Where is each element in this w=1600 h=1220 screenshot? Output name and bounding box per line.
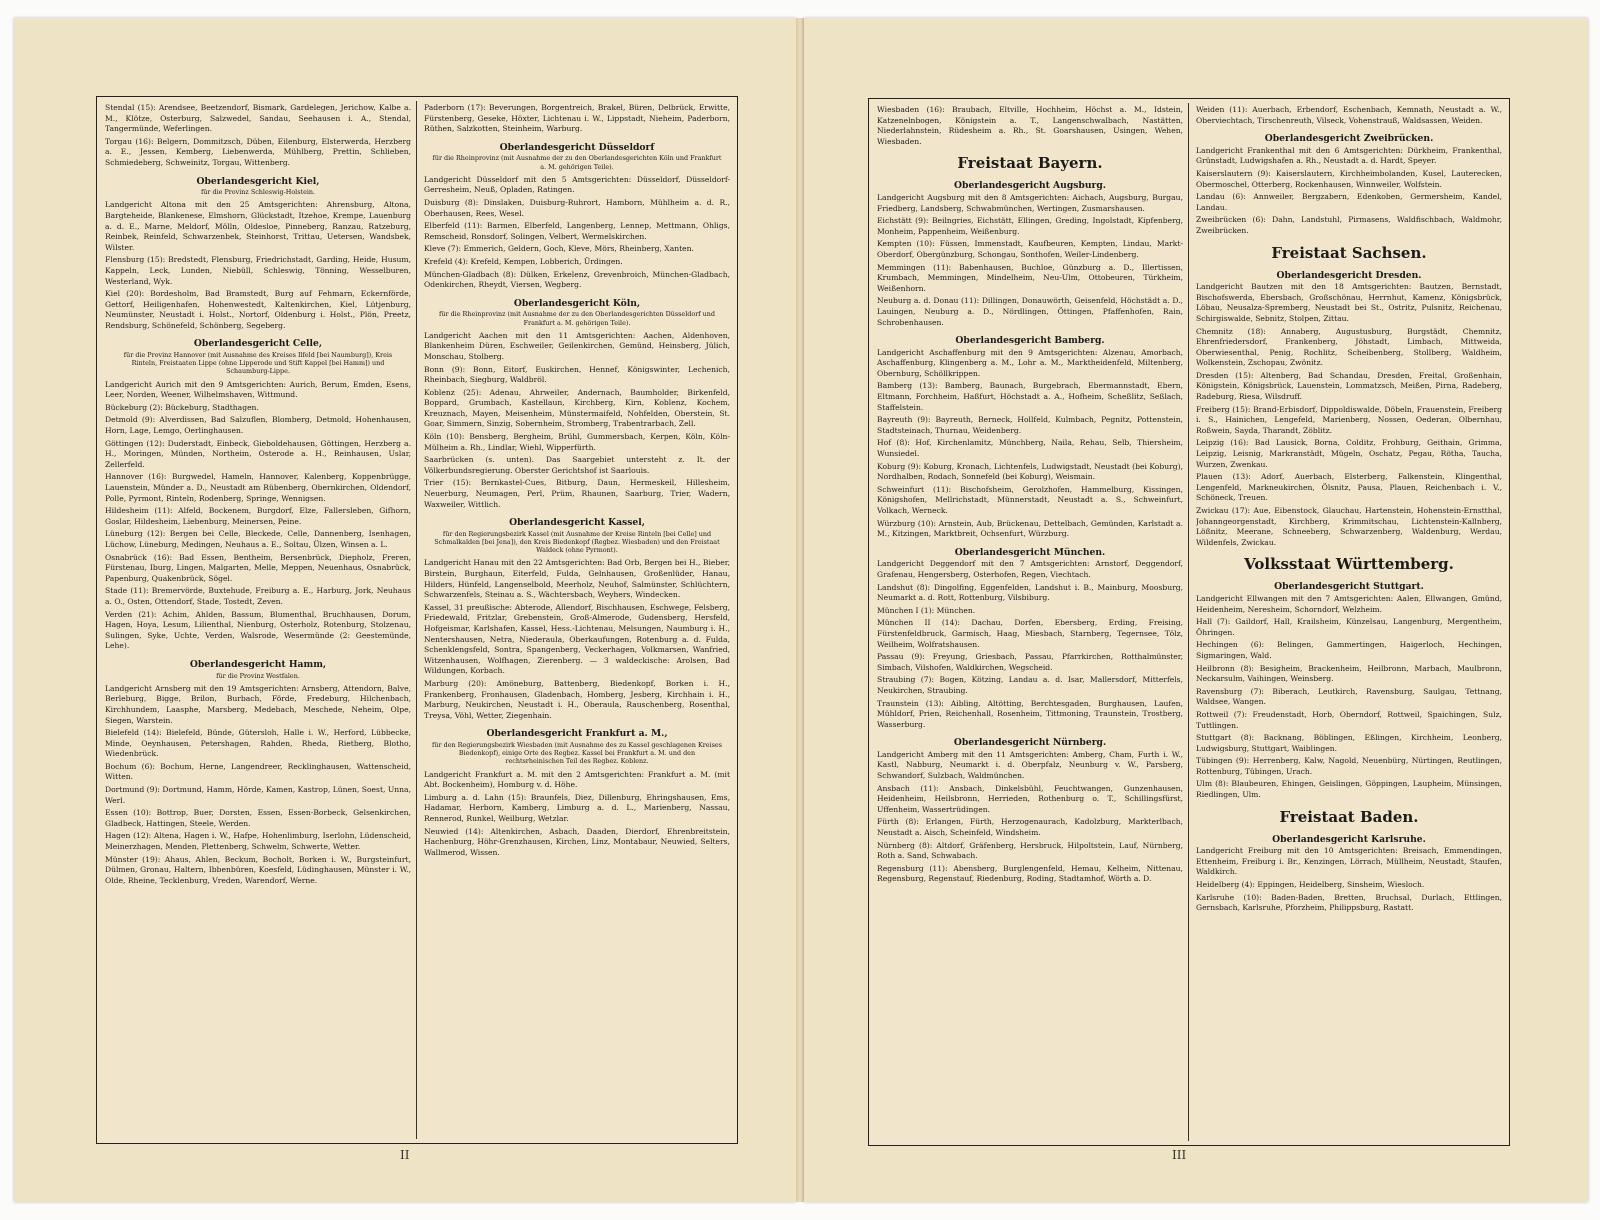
court-entry: Kaiserslautern (9): Kaiserslautern, Kirchheimbolanden, Kusel, Lauterecken, Obermoschel, Otterberg, Rockenhausen, Winnweiler, Wolfstein. (1196, 168, 1502, 189)
court-entry: Detmold (9): Alverdissen, Bad Salzuflen, Blomberg, Detmold, Hohenhausen, Horn, Lage, Lemgo, Oerlinghausen. (105, 415, 411, 436)
jurisdiction-note: für die Rheinprovinz (mit Ausnahme der zu den Oberlandesgerichten Köln und Frankfurt a. M. gehörigen Teile). (432, 154, 722, 171)
court-entry: Paderborn (17): Beverungen, Borgentreich, Brakel, Büren, Delbrück, Erwitte, Fürstenberg, Geseke, Höxter, Lichtenau i. W., Lippstadt, Nieheim, Paderborn, Rüthen, Salzkotten, Steinheim, Warburg. (424, 103, 730, 134)
court-entry: Hannover (16): Burgwedel, Hameln, Hannover, Kalenberg, Koppenbrügge, Lauenstein, Münder a. D., Neustadt am Rübenberg, Obernkirchen, Oldendorf, Polle, Pyrmont, Rinteln, Rodenberg, Springe, Wennigsen. (105, 472, 411, 503)
court-entry: Bochum (6): Bochum, Herne, Langendreer, Recklinghausen, Wattenscheid, Witten. (105, 761, 411, 782)
court-entry: Koblenz (25): Adenau, Ahrweiler, Andernach, Baumholder, Birkenfeld, Boppard, Grumbach, Kastellaun, Kirchberg, Kirn, Koblenz, Kochem, Kreuznach, Mayen, Meisenheim, Münstermaifeld, Nohfelden, Oberstein, St. Goar, Simmern, Sinzig, Sobernheim, Stromberg, Trabentrarbach, Zell. (424, 387, 730, 429)
court-heading: Oberlandesgericht Kiel, (196, 175, 320, 187)
court-entry: Landgericht Düsseldorf mit den 5 Amtsgerichten: Düsseldorf, Düsseldorf-Gerresheim, Neuß, Opladen, Ratingen. (424, 174, 730, 195)
court-entry: Traunstein (13): Aibling, Altötting, Berchtesgaden, Burghausen, Laufen, Mühldorf, Prien, Reichenhall, Rosenheim, Tittmoning, Traunstein, Trostberg, Wasserburg. (877, 698, 1183, 729)
court-entry: Osnabrück (16): Bad Essen, Bentheim, Bersenbrück, Diepholz, Freren, Fürstenau, Iburg, Lingen, Malgarten, Melle, Meppen, Neuenhaus, Osnabrück, Papenburg, Quakenbrück, Sögel. (105, 552, 411, 583)
court-entry: Landgericht Bautzen mit den 18 Amtsgerichten: Bautzen, Bernstadt, Bischofswerda, Ebersbach, Großschönau, Herrnhut, Kamenz, Königsbrück, Löbau, Neusalza-Spremberg, Neustadt bei St., Ostritz, Pulsnitz, Reichenau, Schirgiswalde, Sebnitz, Stolpen, Zittau. (1196, 282, 1502, 323)
court-heading: Oberlandesgericht Karlsruhe. (1272, 833, 1426, 845)
court-entry: Nürnberg (8): Altdorf, Gräfenberg, Hersbruck, Hilpoltstein, Lauf, Nürnberg, Roth a. Sand, Schwabach. (877, 840, 1183, 861)
court-entry: Köln (10): Bensberg, Bergheim, Brühl, Gummersbach, Kerpen, Köln, Köln-Mülheim a. Rh., Lindlar, Wiehl, Wipperfürth. (424, 432, 730, 452)
right-page-column-2 (1196, 105, 1502, 1139)
court-entry: Rottweil (7): Freudenstadt, Horb, Oberndorf, Rottweil, Spaichingen, Sulz, Tuttlingen. (1196, 709, 1502, 730)
court-entry: Fürth (8): Erlangen, Fürth, Herzogenaurach, Kadolzburg, Markterlbach, Neustadt a. Aisch, Scheinfeld, Windsheim. (877, 817, 1183, 838)
right-page (804, 18, 1588, 1202)
jurisdiction-note: für die Provinz Westfalen. (216, 671, 300, 680)
court-entry: Landgericht Aschaffenburg mit den 9 Amtsgerichten: Alzenau, Amorbach, Aschaffenburg, Klingenberg a. M., Lohr a. M., Marktheidenfeld, Miltenberg, Obernburg, Schöllkrippen. (877, 347, 1183, 378)
court-entry: Memmingen (11): Babenhausen, Buchloe, Günzburg a. D., Illertissen, Krumbach, Memmingen, Mindelheim, Neu-Ulm, Ottobeuren, Türkheim, Weißenhorn. (877, 262, 1183, 293)
court-entry: Landgericht Arnsberg mit den 19 Amtsgerichten: Arnsberg, Attendorn, Balve, Berleburg, Bigge, Brilon, Burbach, Förde, Fredeburg, Hilchenbach, Kirchhundem, Laasphe, Marsberg, Medebach, Meschede, Neheim, Olpe, Siegen, Warstein. (105, 683, 411, 725)
court-entry: Ulm (8): Blaubeuren, Ehingen, Geislingen, Göppingen, Laupheim, Münsingen, Riedlingen, Ulm. (1196, 779, 1502, 800)
court-entry: Essen (10): Bottrop, Buer, Dorsten, Essen, Essen-Borbeck, Gelsenkirchen, Gladbeck, Hattingen, Steele, Werden. (105, 808, 411, 828)
court-entry: Landgericht Aachen mit den 11 Amtsgerichten: Aachen, Aldenhoven, Blankenheim Düren, Eschweiler, Geilenkirchen, Gemünd, Heinsberg, Jülich, Monschau, Stolberg. (424, 330, 730, 361)
court-entry: Bayreuth (9): Bayreuth, Berneck, Hollfeld, Kulmbach, Pegnitz, Pottenstein, Stadtsteinach, Thurnau, Weidenberg. (877, 415, 1183, 435)
column-divider (1188, 103, 1189, 1141)
court-entry: Wiesbaden (16): Braubach, Eltville, Hochheim, Höchst a. M., Idstein, Katzenelnbogen, Königstein a. T., Langenschwalbach, Nastätten, Niederlahnstein, Rüdesheim a. Rh., St. Goarshausen, Usingen, Wehen, Wiesbaden. (877, 105, 1183, 146)
left-page-text-frame (96, 96, 738, 1144)
court-entry: Elberfeld (11): Barmen, Elberfeld, Langenberg, Lennep, Mettmann, Ohligs, Remscheid, Ronsdorf, Solingen, Velbert, Wermelskirchen. (424, 221, 730, 241)
court-entry: Dresden (15): Altenberg, Bad Schandau, Dresden, Freital, Großenhain, Königstein, Königsbrück, Lauenstein, Lommatzsch, Meißen, Pirna, Radeberg, Radeburg, Riesa, Wilsdruff. (1196, 370, 1502, 402)
column-divider (416, 101, 417, 1139)
court-entry: Landgericht Altona mit den 25 Amtsgerichten: Ahrensburg, Altona, Bargteheide, Blankenese, Elmshorn, Glückstadt, Itzehoe, Krempe, Lauenburg a. d. E., Marne, Meldorf, Mölln, Oldesloe, Pinneberg, Ranzau, Ratzeburg, Reinbek, Reinfeld, Schwarzenbek, Steinhorst, Trittau, Uetersen, Wandsbek, Wilster. (105, 200, 411, 252)
state-heading: Freistaat Bayern. (957, 154, 1103, 173)
court-entry: Landgericht Aurich mit den 9 Amtsgerichten: Aurich, Berum, Emden, Esens, Leer, Norden, Weener, Wilhelmshaven, Wittmund. (105, 379, 411, 400)
court-entry: Karlsruhe (10): Baden-Baden, Bretten, Bruchsal, Durlach, Ettlingen, Gernsbach, Karlsruhe, Pforzheim, Philippsburg, Rastatt. (1196, 892, 1502, 913)
court-entry: München I (1): München. (877, 605, 976, 615)
jurisdiction-note: für die Rheinprovinz (mit Ausnahme der zu den Oberlandesgerichten Düsseldorf und Frankfurt a. M. gehörigen Teile). (439, 310, 715, 327)
state-heading: Freistaat Baden. (1279, 807, 1419, 826)
left-page-number: II (400, 1148, 410, 1162)
court-entry: Münster (19): Ahaus, Ahlen, Beckum, Bocholt, Borken i. W., Burgsteinfurt, Dülmen, Gronau, Haltern, Ibbenbüren, Koesfeld, Lüdinghausen, Münster i. W., Olde, Rheine, Tecklenburg, Vreden, Warendorf, Werne. (105, 854, 411, 885)
jurisdiction-note: für den Regierungsbezirk Wiesbaden (mit Ausnahme des zu Kassel geschlagenen Kreises Biedenkopf), einige Orte des Regbez. Kassel bei Frankfurt a. M. und den rechtsrheinischen Teil des Regbez. Koblenz. (432, 740, 722, 766)
court-entry: Bielefeld (14): Bielefeld, Bünde, Gütersloh, Halle i. W., Herford, Lübbecke, Minde, Oeynhausen, Petershagen, Rahden, Rheda, Rietberg, Blotho, Wiedenbrück. (105, 728, 411, 759)
court-entry: Kiel (20): Bordesholm, Bad Bramstedt, Burg auf Fehmarn, Eckernförde, Gettorf, Heiligenhafen, Hohenwestedt, Kaltenkirchen, Kiel, Lütjenburg, Neumünster, Neustadt i. Holst., Nortorf, Oldenburg i. Holst., Plön, Preetz, Rendsburg, Schönefeld, Schönberg, Segeberg. (105, 289, 411, 330)
court-entry: Leipzig (16): Bad Lausick, Borna, Colditz, Frohburg, Geithain, Grimma, Leipzig, Leisnig, Markranstädt, Mügeln, Oschatz, Pegau, Rötha, Taucha, Wurzen, Zwenkau. (1196, 438, 1502, 469)
court-entry: Kempten (10): Füssen, Immenstadt, Kaufbeuren, Kempten, Lindau, Markt-Oberdorf, Obergünzburg, Schongau, Sonthofen, Weiler-Lindenberg. (877, 239, 1183, 259)
court-entry: Landgericht Ellwangen mit den 7 Amtsgerichten: Aalen, Ellwangen, Gmünd, Heidenheim, Neresheim, Schorndorf, Welzheim. (1196, 593, 1502, 614)
court-entry: Bückeburg (2): Bückeburg, Stadthagen. (105, 402, 259, 412)
book-gutter (796, 18, 804, 1202)
right-page-number: III (1172, 1148, 1187, 1162)
court-entry: Freiberg (15): Brand-Erbisdorf, Dippoldiswalde, Döbeln, Frauenstein, Freiberg i. S., Hainichen, Lengefeld, Marienberg, Nossen, Oederan, Olbernhau, Roßwein, Sayda, Tharandt, Zöblitz. (1196, 404, 1502, 435)
court-entry: Lüneburg (12): Bergen bei Celle, Bleckede, Celle, Dannenberg, Isenhagen, Lüchow, Lüneburg, Medingen, Neuhaus a. E., Soltau, Ülzen, Winsen a. L. (105, 529, 411, 549)
court-entry: Heilbronn (8): Besigheim, Brackenheim, Heilbronn, Marbach, Maulbronn, Neckarsulm, Vaihingen, Weinsberg. (1196, 663, 1502, 684)
court-entry: Eichstätt (9): Beilngries, Eichstätt, Ellingen, Greding, Ingolstadt, Kipfenberg, Monheim, Pappenheim, Weißenburg. (877, 216, 1183, 236)
jurisdiction-note: für den Regierungsbezirk Kassel (mit Ausnahme der Kreise Rinteln [bei Celle] und Schmalkalden [bei Jena]), den Kreis Biedenkopf (Regbez. Wiesbaden) und den Freistaat Waldeck (ohne Pyrmont). (434, 529, 720, 555)
court-entry: Hechingen (6): Belingen, Gammertingen, Haigerloch, Hechingen, Sigmaringen, Wald. (1196, 640, 1502, 660)
jurisdiction-note: für die Provinz Hannover (mit Ausnahme des Kreises Ilfeld [bei Naumburg]), Kreis Rinteln, Freistaaten Lippe (ohne Lipperode und Stift Kappel [bei Hamm]) und Schaumburg-Lippe. (123, 351, 393, 376)
court-entry: Weiden (11): Auerbach, Erbendorf, Eschenbach, Kemnath, Neustadt a. W., Oberviechtach, Tirschenreuth, Vilseck, Vohenstrauß, Waldsassen, Weiden. (1196, 105, 1502, 125)
court-heading: Oberlandesgericht Celle, (193, 338, 323, 350)
court-entry: Stuttgart (8): Backnang, Böblingen, Eßlingen, Kirchheim, Leonberg, Ludwigsburg, Stuttgart, Waiblingen. (1196, 733, 1502, 753)
court-entry: Würzburg (10): Arnstein, Aub, Brückenau, Dettelbach, Gemünden, Karlstadt a. M., Kitzingen, Marktbreit, Ochsenfurt, Würzburg. (877, 518, 1183, 539)
court-entry: Passau (9): Freyung, Griesbach, Passau, Pfarrkirchen, Rotthalmünster, Simbach, Vilshofen, Waldkirchen, Wegscheid. (877, 652, 1183, 672)
left-page-column-1 (105, 103, 411, 1137)
court-heading: Oberlandesgericht Zweibrücken. (1264, 133, 1434, 145)
court-entry: Landgericht Frankenthal mit den 6 Amtsgerichten: Dürkheim, Frankenthal, Grünstadt, Ludwigshafen a. Rh., Neustadt a. d. Hardt, Speyer. (1196, 145, 1502, 166)
court-entry: München-Gladbach (8): Dülken, Erkelenz, Grevenbroich, München-Gladbach, Odenkirchen, Rheydt, Viersen, Wegberg. (424, 269, 730, 290)
court-entry: Heidelberg (4): Eppingen, Heidelberg, Sinsheim, Wiesloch. (1196, 880, 1425, 890)
court-entry: Verden (21): Achim, Ahlden, Bassum, Blumenthal, Bruchhausen, Dorum, Hagen, Hoya, Lesum, Lilienthal, Nienburg, Osterholz, Rotenburg, Stolzenau, Sulingen, Syke, Uchte, Verden, Walsrode, Wesermünde (2: Geestemünde, Lehe). (105, 609, 411, 651)
court-entry: Duisburg (8): Dinslaken, Duisburg-Ruhrort, Hamborn, Mühlheim a. d. R., Oberhausen, Rees, Wesel. (424, 197, 730, 218)
court-heading: Oberlandesgericht Dresden. (1276, 269, 1422, 281)
court-entry: Tübingen (9): Herrenberg, Kalw, Nagold, Neuenbürg, Nürtingen, Reutlingen, Rottenburg, Tübingen, Urach. (1196, 756, 1502, 776)
court-entry: Landgericht Deggendorf mit den 7 Amtsgerichten: Arnstorf, Deggendorf, Grafenau, Hengersberg, Osterhofen, Regen, Viechtach. (877, 559, 1183, 579)
court-entry: Chemnitz (18): Annaberg, Augustusburg, Burgstädt, Chemnitz, Ehrenfriedersdorf, Frankenberg, Jöhstadt, Limbach, Mittweida, Oberwiesenthal, Penig, Rochlitz, Scheibenberg, Stollberg, Waldheim, Wolkenstein, Zschopau, Zwönitz. (1196, 326, 1502, 368)
court-entry: Landau (6): Annweiler, Bergzabern, Edenkoben, Germersheim, Kandel, Landau. (1196, 192, 1502, 212)
court-entry: Flensburg (15): Bredstedt, Flensburg, Friedrichstadt, Garding, Heide, Husum, Kappeln, Leck, Lunden, Niebüll, Schleswig, Tönning, Wesselburen, Westerland, Wyk. (105, 255, 411, 286)
court-entry: Neuwied (14): Altenkirchen, Asbach, Daaden, Dierdorf, Ehrenbreitstein, Hachenburg, Höhr-Grenzhausen, Kirchen, Linz, Montabaur, Neuwied, Selters, Wallmerod, Wissen. (424, 826, 730, 857)
court-entry: Kassel, 31 preußische: Abterode, Allendorf, Bischhausen, Eschwege, Felsberg, Friedewald, Fritzlar, Grebenstein, Groß-Almerode, Gudensberg, Hersfeld, Hofgeismar, Karlshafen, Kassel, Hess.-Lichtenau, Melsungen, Naumburg i. H., Nentershausen, Netra, Niederaula, Oberkaufungen, Rotenburg a. d. Fulda, Schenklengsfeld, Sontra, Spangenberg, Veckerhagen, Volkmarsen, Wanfried, Witzenhausen, Wolfhagen, Zierenberg. — 3 waldeckische: Arolsen, Bad Wildungen, Korbach. (424, 602, 730, 676)
court-entry: Krefeld (4): Krefeld, Kempen, Lobberich, Ürdingen. (424, 256, 623, 266)
court-heading: Oberlandesgericht Augsburg. (954, 180, 1106, 192)
court-entry: Kleve (7): Emmerich, Geldern, Goch, Kleve, Mörs, Rheinberg, Xanten. (424, 244, 694, 254)
court-entry: Göttingen (12): Duderstadt, Einbeck, Gieboldehausen, Göttingen, Herzberg a. H., Moringen, Münden, Northeim, Osterode a. H., Reinhausen, Uslar, Zellerfeld. (105, 438, 411, 469)
court-heading: Oberlandesgericht Köln, (513, 297, 641, 309)
court-entry: Schweinfurt (11): Bischofsheim, Gerolzhofen, Hammelburg, Kissingen, Königshofen, Mellrichstadt, Münnerstadt, Neustadt a. S., Schweinfurt, Volkach, Werneck. (877, 484, 1183, 515)
court-entry: München II (14): Dachau, Dorfen, Ebersberg, Erding, Freising, Fürstenfeldbruck, Garmisch, Haag, Miesbach, Starnberg, Tegernsee, Tölz, Weilheim, Wolfratshausen. (877, 618, 1183, 649)
court-entry: Zwickau (17): Aue, Eibenstock, Glauchau, Hartenstein, Hohenstein-Ernstthal, Johanngeorgenstadt, Kirchberg, Krimmitschau, Lichtenstein-Kallnberg, Lößnitz, Meerane, Schneeberg, Schwarzenberg, Waldenburg, Werdau, Wildenfels, Zwickau. (1196, 506, 1502, 547)
court-entry: Dortmund (9): Dortmund, Hamm, Hörde, Kamen, Kastrop, Lünen, Soest, Unna, Werl. (105, 785, 411, 805)
court-entry: Hof (8): Hof, Kirchenlamitz, Münchberg, Naila, Rehau, Selb, Thiersheim, Wunsiedel. (877, 438, 1183, 459)
court-entry: Marburg (20): Amöneburg, Battenberg, Biedenkopf, Borken i. H., Frankenberg, Fronhausen, Gladenbach, Homberg, Jesberg, Kirchhain i. H., Marburg, Neukirchen, Neustadt i. H., Oberaula, Rauschenberg, Rosenthal, Treysa, Vöhl, Wetter, Ziegenhain. (424, 678, 730, 720)
court-heading: Oberlandesgericht München. (954, 546, 1106, 558)
court-entry: Landgericht Frankfurt a. M. mit den 2 Amtsgerichten: Frankfurt a. M. (mit Abt. Bockenheim), Homburg v. d. Höhe. (424, 769, 730, 790)
court-entry: Straubing (7): Bogen, Kötzing, Landau a. d. Isar, Mallersdorf, Mitterfels, Neukirchen, Straubing. (877, 675, 1183, 695)
court-entry: Trier (15): Bernkastel-Cues, Bitburg, Daun, Hermeskeil, Hillesheim, Neuerburg, Neumagen, Perl, Prüm, Rhaunen, Saarburg, Trier, Wadern, Waxweiler, Wittlich. (424, 478, 730, 509)
court-entry: Stade (11): Bremervörde, Buxtehude, Freiburg a. E., Harburg, Jork, Neuhaus a. O., Osten, Ottendorf, Stade, Tostedt, Zeven. (105, 586, 411, 606)
court-entry: Neuburg a. d. Donau (11): Dillingen, Donauwörth, Geisenfeld, Höchstädt a. D., Lauingen, Neuburg a. D., Nördlingen, Öttingen, Pfaffenhofen, Rain, Schrobenhausen. (877, 296, 1183, 327)
jurisdiction-note: für die Provinz Schleswig-Holstein. (200, 188, 316, 197)
court-entry: Hall (7): Gaildorf, Hall, Krailsheim, Künzelsau, Langenburg, Mergentheim, Öhringen. (1196, 617, 1502, 637)
court-heading: Oberlandesgericht Düsseldorf (499, 141, 655, 153)
right-page-column-1 (877, 105, 1183, 1139)
court-entry: Torgau (16): Belgern, Dommitzsch, Düben, Eilenburg, Elsterwerda, Herzberg a. E., Jessen, Kemberg, Liebenwerda, Mühlberg, Prettin, Schlieben, Schmiedeberg, Schweinitz, Torgau, Wittenberg. (105, 136, 411, 167)
court-entry: Stendal (15): Arendsee, Beetzendorf, Bismark, Gardelegen, Jerichow, Kalbe a. M., Klötze, Osterburg, Salzwedel, Sandau, Seehausen i. A., Stendal, Tangermünde, Weferlingen. (105, 103, 411, 134)
court-heading: Oberlandesgericht Hamm, (189, 658, 327, 670)
court-heading: Oberlandesgericht Kassel, (509, 517, 645, 529)
court-entry: Koburg (9): Koburg, Kronach, Lichtenfels, Ludwigstadt, Neustadt (bei Koburg), Nordhalben, Rodach, Sonnefeld (bei Koburg), Weismain. (877, 461, 1183, 482)
court-heading: Oberlandesgericht Stuttgart. (1274, 581, 1424, 593)
court-entry: Limburg a. d. Lahn (15): Braunfels, Diez, Dillenburg, Ehringshausen, Ems, Hadamar, Herborn, Kamberg, Limburg a. d. L., Marienberg, Nassau, Rennerod, Runkel, Weilburg, Wetzlar. (424, 792, 730, 823)
court-entry: Zweibrücken (6): Dahn, Landstuhl, Pirmasens, Waldfischbach, Waldmohr, Zweibrücken. (1196, 215, 1502, 235)
left-page-column-2 (424, 103, 730, 1137)
right-page-text-frame (868, 98, 1510, 1146)
state-heading: Freistaat Sachsen. (1271, 243, 1427, 262)
court-entry: Landgericht Amberg mit den 11 Amtsgerichten: Amberg, Cham, Furth i. W., Kastl, Nabburg, Neumarkt i. d. Oberpfalz, Neunburg v. W., Parsberg, Schwandorf, Sulzbach, Waldmünchen. (877, 749, 1183, 781)
court-entry: Ansbach (11): Ansbach, Dinkelsbühl, Feuchtwangen, Gunzenhausen, Heidenheim, Heilsbronn, Herrieden, Rothenburg o. T., Schillingsfürst, Uffenheim, Wassertrüdingen. (877, 783, 1183, 814)
court-entry: Bonn (9): Bonn, Eitorf, Euskirchen, Hennef, Königswinter, Lechenich, Rheinbach, Siegburg, Waldbröl. (424, 364, 730, 385)
court-heading: Oberlandesgericht Frankfurt a. M., (486, 728, 668, 740)
court-heading: Oberlandesgericht Bamberg. (955, 335, 1105, 347)
court-heading: Oberlandesgericht Nürnberg. (953, 737, 1107, 749)
court-entry: Hagen (12): Altena, Hagen i. W., Hafpe, Hohenlimburg, Iserlohn, Lüdenscheid, Meinerzhagen, Menden, Plettenberg, Schwelm, Schwerte, Wetter. (105, 831, 411, 852)
court-entry: Landgericht Freiburg mit den 10 Amtsgerichten: Breisach, Emmendingen, Ettenheim, Freiburg i. Br., Kenzingen, Lörrach, Müllheim, Neustadt, Staufen, Waldkirch. (1196, 846, 1502, 877)
court-entry: Ravensburg (7): Biberach, Leutkirch, Ravensburg, Saulgau, Tettnang, Waldsee, Wangen. (1196, 686, 1502, 707)
court-entry: Bamberg (13): Bamberg, Baunach, Burgebrach, Ebermannstadt, Ebern, Eltmann, Forchheim, Haßfurt, Höchstadt a. A., Hofheim, Scheßlitz, Seßlach, Staffelstein. (877, 381, 1183, 412)
court-entry: Regensburg (11): Abensberg, Burglengenfeld, Hemau, Kelheim, Nittenau, Regensburg, Regenstauf, Riedenburg, Roding, Stadtamhof, Wörth a. D. (877, 863, 1183, 884)
court-entry: Hildesheim (11): Alfeld, Bockenem, Burgdorf, Elze, Fallersleben, Gifhorn, Goslar, Hildesheim, Liebenburg, Meinersen, Peine. (105, 506, 411, 526)
court-entry: Saarbrücken (s. unten). Das Saargebiet untersteht z. It. der Völkerbundsregierung. Oberster Gerichtshof ist Saarlouis. (424, 455, 730, 475)
court-entry: Landgericht Hanau mit den 22 Amtsgerichten: Bad Orb, Bergen bei H., Bieber, Birstein, Burghaun, Eiterfeld, Fulda, Gelnhausen, Großenlüder, Hanau, Hilders, Hünfeld, Langenselbold, Meerholz, Neuhof, Salmünster, Schlüchtern, Schwarzenfels, Steinau a. S., Wächtersbach, Weyhers, Windecken. (424, 558, 730, 600)
court-entry: Landshut (8): Dingolfing, Eggenfelden, Landshut i. B., Mainburg, Moosburg, Neumarkt a. d. Rott, Rottenburg, Vilsbiburg. (877, 582, 1183, 603)
court-entry: Landgericht Augsburg mit den 8 Amtsgerichten: Aichach, Augsburg, Burgau, Friedberg, Landsberg, Schwabmünchen, Wertingen, Zusmarshausen. (877, 192, 1183, 213)
court-entry: Plauen (13): Adorf, Auerbach, Elsterberg, Falkenstein, Klingenthal, Lengenfeld, Markneukirchen, Ölsnitz, Pausa, Plauen, Reichenbach i. V., Schöneck, Treuen. (1196, 472, 1502, 503)
left-page (14, 18, 796, 1202)
state-heading: Volksstaat Württemberg. (1244, 555, 1454, 574)
